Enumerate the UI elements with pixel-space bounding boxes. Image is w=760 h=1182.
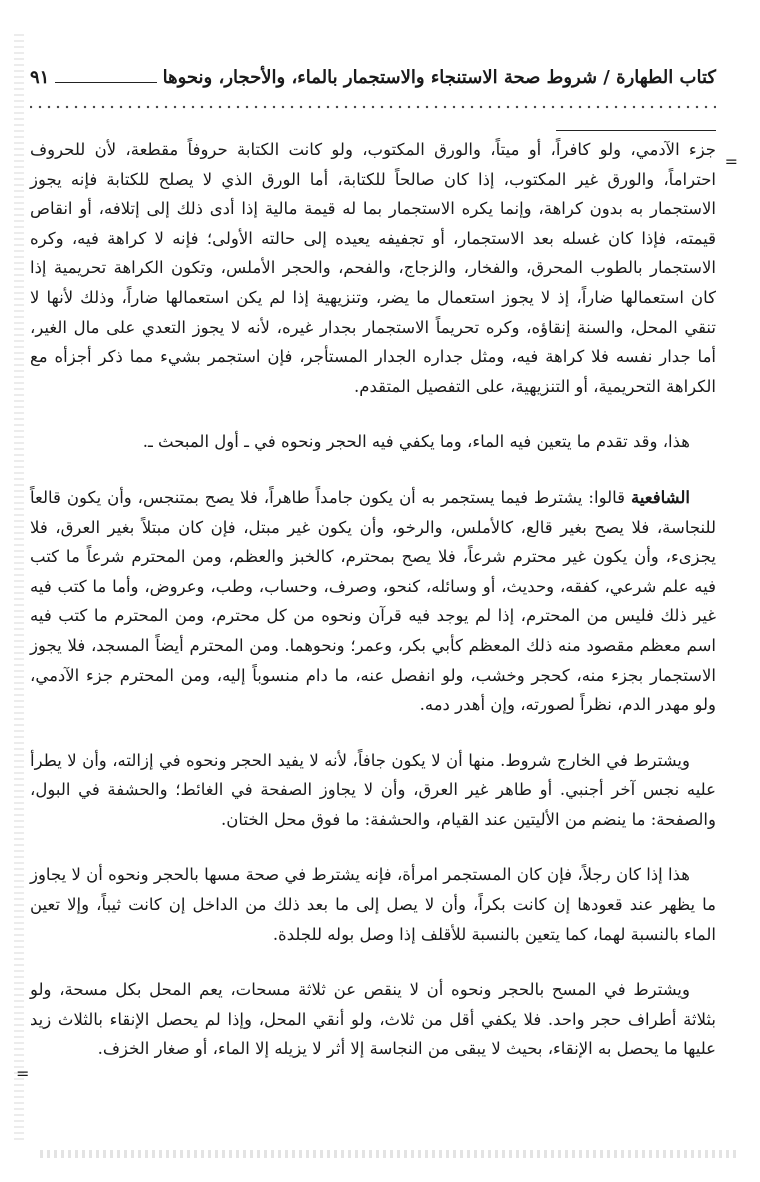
continuation-mark-end: = [16,1064,30,1083]
paragraph-text: ويشترط في الخارج شروط. منها أن لا يكون جافاً، لأنه لا يفيد الحجر ونحوه في إزالته، وأن لا يطرأ عليه نجس آخر أجنبي. أو طاهر غير العرق، وأن لا يجاوز الصفحة في الغائط؛ والحشفة في البول، والصفحة: ما ينضم من الأليتين عند القيام، والحشفة: ما فوق محل الختان. [30,750,716,829]
page-bottom-texture [40,1150,740,1158]
school-name: الشافعية [630,487,690,507]
paragraph-text: جزء الآدمي، ولو كافراً، أو ميتاً، والورق المكتوب، ولو كانت الكتابة حروفاً مقطعة، لأن للحروف احتراماً، والورق غير المكتوب، إذا كان صالحاً للكتابة، أما الورق الذي لا يصلح للكتابة فإنه يجوز الاستجمار به بدون كراهة، وإنما يكره الاستجمار بما له قيمة مالية إذا أدى ذلك إلى إتلافه، أو انقاص قيمته، فإذا كان غسله بعد الاستجمار، أو تجفيفه يعيده إلى حالته الأولى؛ فإنه لا كراهة فيه، وكره الاستجمار بالطوب المحرق، والفخار، والزجاج، والفحم، والحجر الأملس، وتكون الكراهة تحريمية إذا كان استعمالها ضاراً، إذ لا يجوز استعمال ما يضر، وتنزيهية إذا لم يكن استعمالها ضاراً، وذلك لأنها لا تنقي المحل، والسنة إنقاؤه، وكره تحريماً الاستجمار بجدار غيره، لأنه لا يجوز التعدي على مال الغير، أما جدار نفسه فلا كراهة فيه، ومثل جداره الجدار المستأجر، فإن استجمر بشيء مما ذكر أجزأه مع الكراهة التحريمية، أو التنزيهية، على التفصيل المتقدم. [30,140,716,396]
footnote-body [30,135,716,1064]
paragraph [30,746,716,835]
paragraph [30,135,716,401]
page-number: ٩١ [30,67,50,88]
book-page [16,64,738,1144]
running-header [30,64,716,94]
footnote-rule [556,130,716,131]
chapter-title: كتاب الطهارة / شروط صحة الاستنجاء والاستجمار بالماء، والأحجار، ونحوها [162,67,716,88]
page-edge-texture [14,30,24,1140]
paragraph-text: ويشترط في المسح بالحجر ونحوه أن لا ينقص عن ثلاثة مسحات، يعم المحل بكل مسحة، ولو بثلاثة أطراف حجر واحد. فلا يكفي أقل من ثلاث، ولو أنقي المحل، وإذا لم يحصل الإنقاء بالثلاث زيد عليها ما يحصل به الإنقاء، بحيث لا يبقى من النجاسة إلا أثر لا يزيله إلا الماء، أو صغار الخزف. [30,980,716,1059]
paragraph [30,975,716,1064]
paragraph-text: هذا، وقد تقدم ما يتعين فيه الماء، وما يكفي فيه الحجر ونحوه في ـ أول المبحث ـ. [142,432,690,452]
paragraph-text: قالوا: يشترط فيما يستجمر به أن يكون جامداً طاهراً، فلا يصح بمتنجس، وأن يكون قالعاً للنجاسة، فلا يصح بغير قالع، كالأملس، والرخو، وأن يكون غير مبتل، فإن كان مبتلاً بغير العرق، فلا يجزىء، وأن يكون غير محترم شرعاً، فلا يصح بمحترم، كالخبز والعظم، ومن المحترم شرعاً ما كتب فيه علم شرعي، كفقه، وحديث، أو وسائله، كنحو، وصرف، وحساب، وطب، وعروض، وأما ما كتب فيه غير ذلك فليس من المحترم، إذا لم يوجد فيه قرآن ونحوه من كل محترم، ومن المحترم ما كتب فيه اسم معظم مقصود منه ذلك المعظم كأبي بكر، وعمر؛ ونحوهما. ومن المحترم أيضاً المسجد، فلا يجوز الاستجمار بجزء منه، كحجر وخشب، ولو انفصل عنه، ما دام منسوباً إليه، ومن المحترم جزء الآدمي، ولو مهدر الدم، نظراً لصورته، وإن أهدر دمه. [30,487,716,715]
header-rule [55,82,156,83]
paragraph [30,860,716,949]
paragraph [30,483,716,720]
paragraph [30,427,716,457]
paragraph-text: هذا إذا كان رجلاً، فإن كان المستجمر امرأة، فإنه يشترط في صحة مسها بالحجر ونحوه أن لا يجاوز ما يظهر عند قعودها إن كانت بكراً، وأن لا يصل إلى ما بعد ذلك من الداخل إن كانت ثيباً، وإلا تعين الماء بالنسبة لهما، كما يتعين بالنسبة للأقلف إذا وصل بوله للجلدة. [30,865,716,944]
dotted-divider [30,102,716,112]
continuation-mark-start: = [724,152,738,171]
